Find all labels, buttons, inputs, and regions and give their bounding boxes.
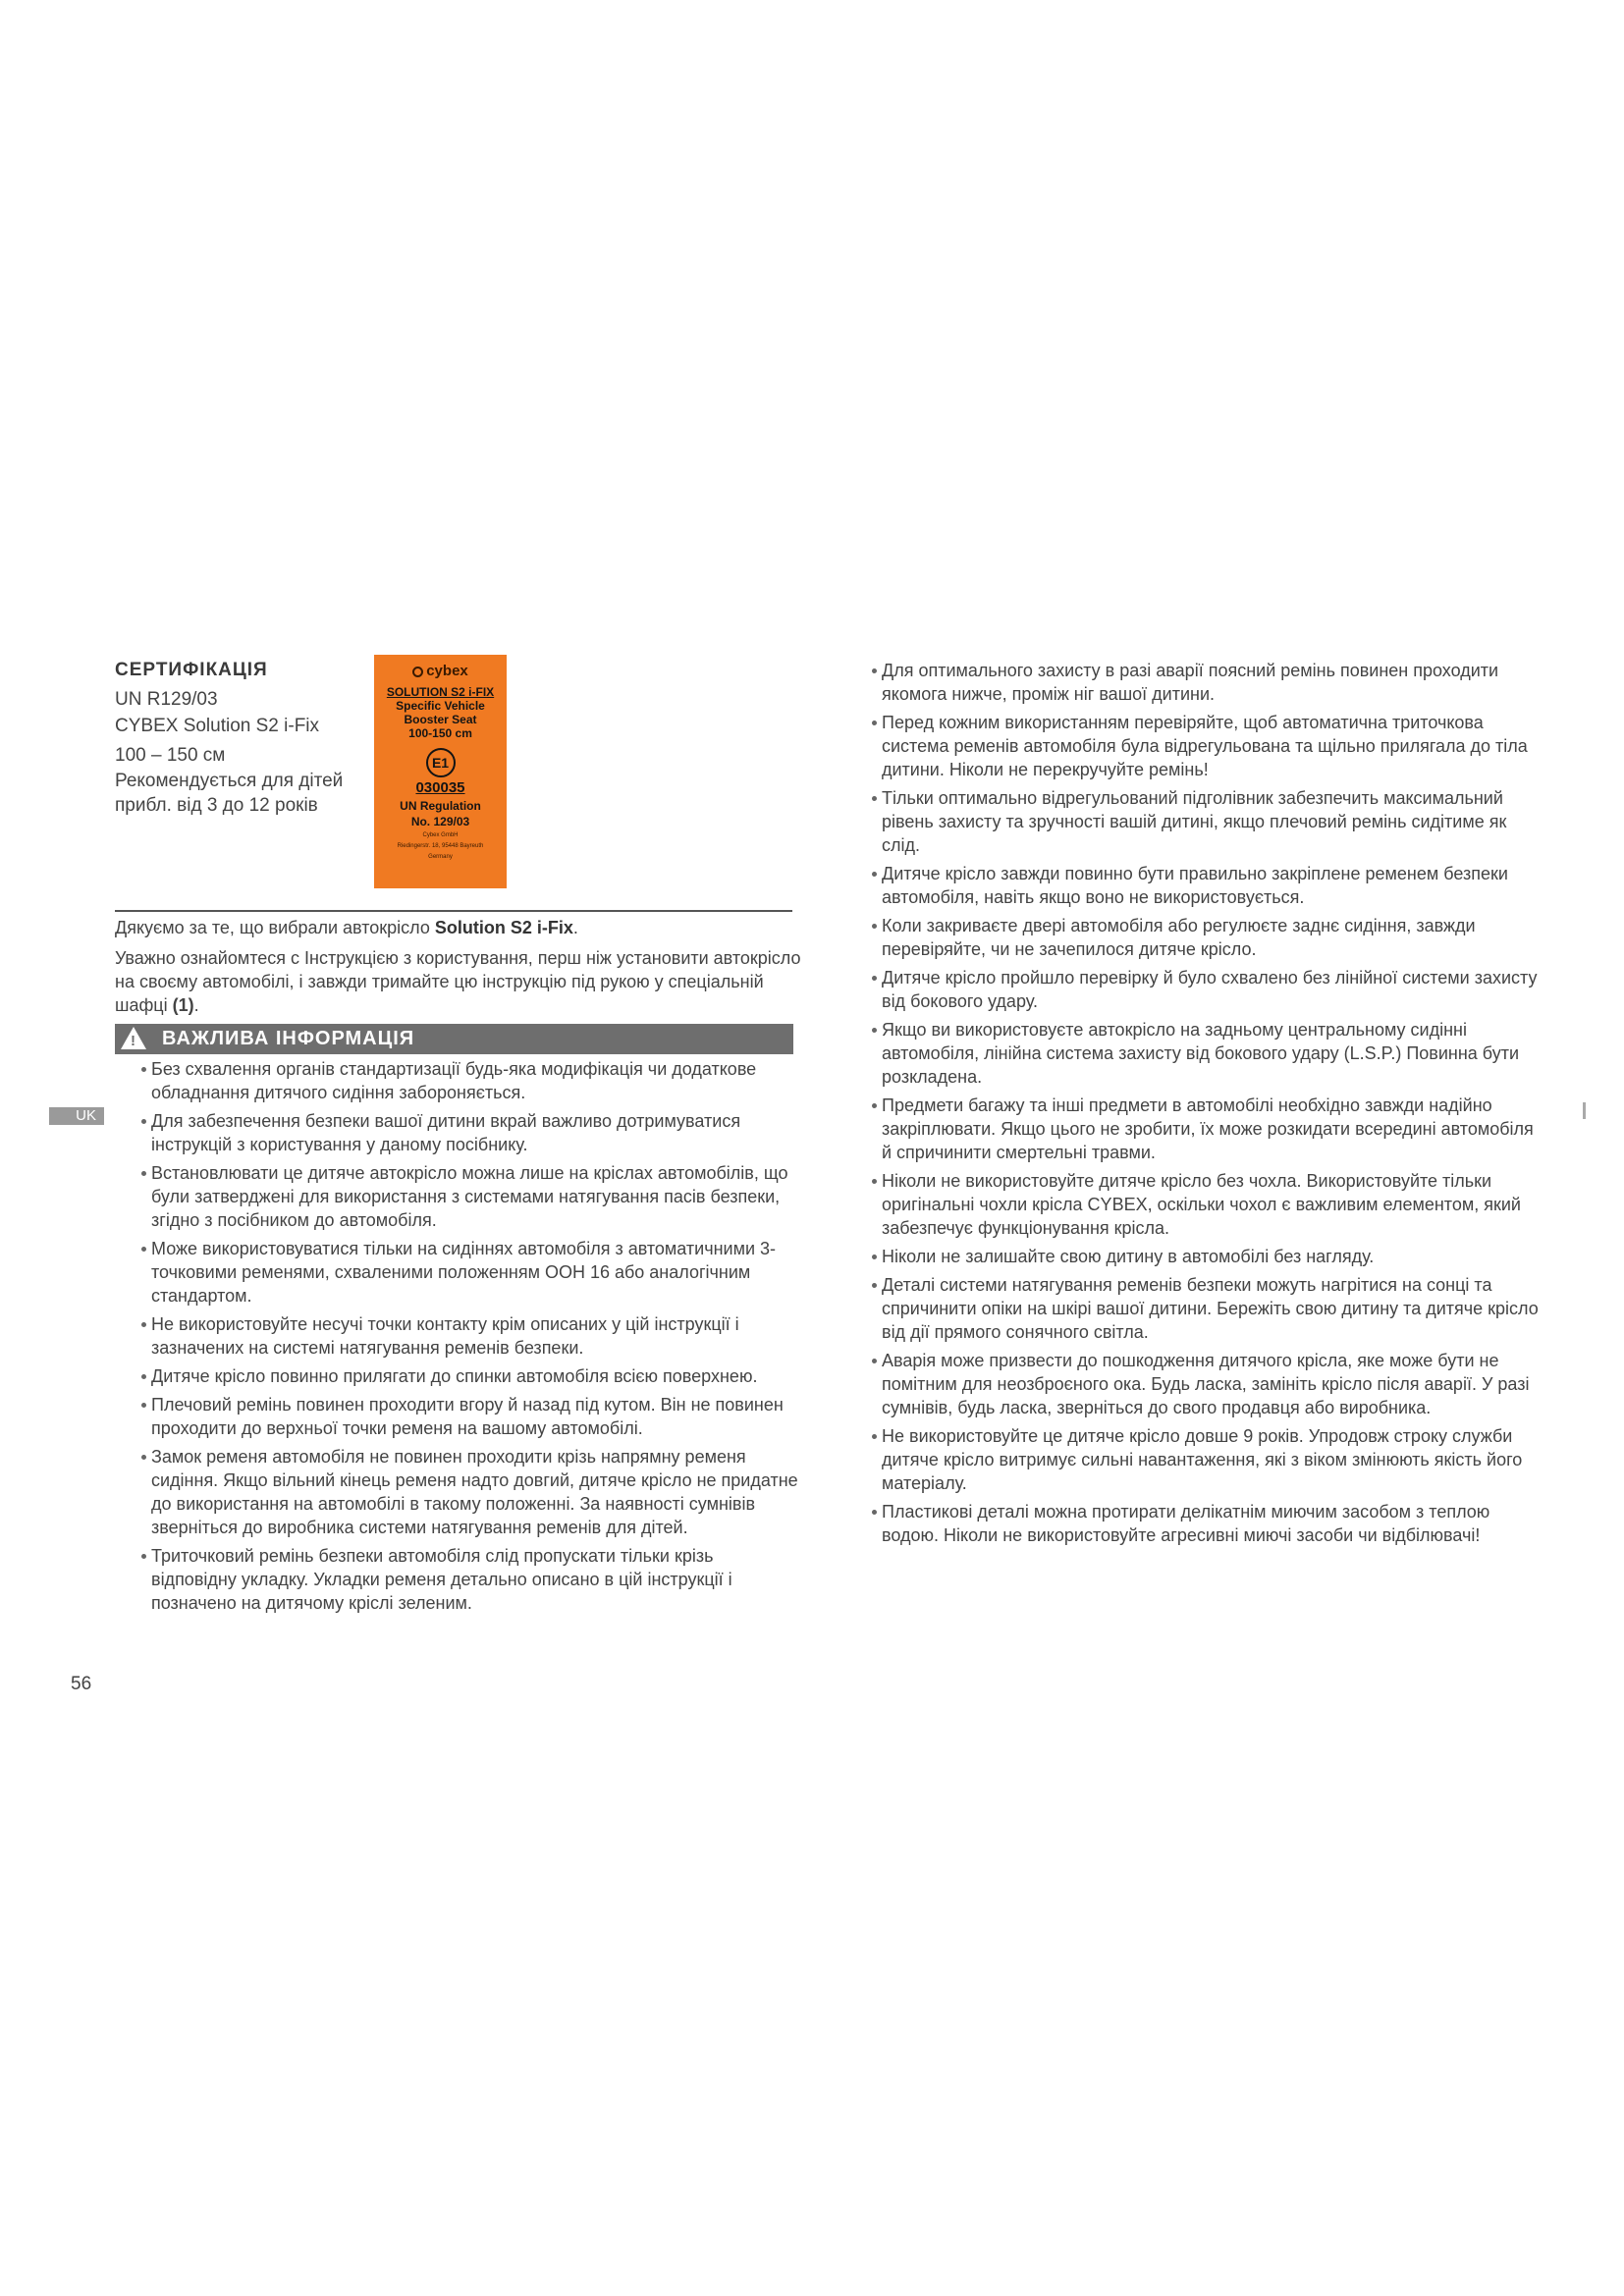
intro-body: Уважно ознайомтеся с Інструкцією з користування, перш ніж установити автокрісло на своєму автомобілі, і завжди тримайте цю інструкцію під рукою у спеціальній шафці	[115, 948, 801, 1015]
label-maker-3: Germany	[428, 854, 453, 860]
list-item: Для оптимального захисту в разі аварії поясний ремінь повинен проходити якомога нижче, проміж ніг вашої дитини.	[872, 659, 1540, 706]
label-regulation-1: UN Regulation	[400, 799, 481, 813]
language-tab: UK	[49, 1107, 104, 1125]
warning-exclamation: !	[131, 1033, 135, 1049]
list-item: Для забезпечення безпеки вашої дитини вкрай важливо дотримуватися інструкцій з користування у даному посібнику.	[141, 1109, 799, 1156]
intro-text	[115, 946, 802, 1017]
list-item: Дитяче крісло пройшло перевірку й було схвалено без лінійної системи захисту від бокового удару.	[872, 966, 1540, 1013]
list-item: Пластикові деталі можна протирати делікатнім миючим засобом з теплою водою. Ніколи не використовуйте агресивні миючі засоби чи відбілювачі!	[872, 1500, 1540, 1547]
label-spec-2: Booster Seat	[404, 713, 477, 726]
list-item: Аварія може призвести до пошкодження дитячого крісла, яке може бути не помітним для неозброєного ока. Будь ласка, замініть крісло після аварії. У разі сумнівів, будь ласка, зверніться до свого продавця або виробника.	[872, 1349, 1540, 1419]
label-approval-number: 030035	[415, 779, 465, 796]
list-item: Ніколи не використовуйте дитяче крісло без чохла. Використовуйте тільки оригінальні чохли крісла CYBEX, оскільки чохол є важливим елементом, який забезпечує функціонування крісла.	[872, 1169, 1540, 1240]
thanks-prefix: Дякуємо за те, що вибрали автокрісло	[115, 918, 435, 937]
list-item: Не використовуйте це дитяче крісло довше 9 років. Упродовж строку служби дитяче крісло витримує сильні навантаження, які з віком змінюють якість його матеріалу.	[872, 1424, 1540, 1495]
list-item: Встановлювати це дитяче автокрісло можна лише на кріслах автомобілів, що були затверджені для використання з системами натягування пасів безпеки, згідно з посібником до автомобіля.	[141, 1161, 799, 1232]
thanks-suffix: .	[572, 918, 578, 937]
list-item: Деталі системи натягування ременів безпеки можуть нагрітися на сонці та спричинити опіки на шкірі вашої дитини. Бережіть свою дитину та дитяче крісло від дії прямого сонячного світла.	[872, 1273, 1540, 1344]
list-item: Не використовуйте несучі точки контакту крім описаних у цій інструкції і зазначених на системі натягування ременів безпеки.	[141, 1312, 799, 1360]
certification-size-range: 100 – 150 см	[115, 745, 226, 766]
certification-standard: UN R129/03	[115, 689, 218, 710]
important-heading: ВАЖЛИВА ІНФОРМАЦІЯ	[115, 1024, 793, 1054]
thanks-product: Solution S2 i-Fix	[434, 918, 573, 937]
intro-ref: (1)	[172, 995, 194, 1015]
list-item: Дитяче крісло повинно прилягати до спинки автомобіля всією поверхнею.	[141, 1364, 799, 1388]
approval-label	[374, 655, 507, 888]
list-item: Ніколи не залишайте свою дитину в автомобілі без нагляду.	[872, 1245, 1540, 1268]
certification-recommendation: Рекомендується для дітей прибл. від 3 до 12 років	[115, 771, 344, 816]
certification-product: CYBEX Solution S2 i-Fix	[115, 716, 320, 736]
label-spec-1: Specific Vehicle	[396, 699, 485, 713]
list-item: Коли закриваєте двері автомобіля або регулюєте заднє сидіння, завжди перевіряйте, чи не зачепилося дитяче крісло.	[872, 914, 1540, 961]
list-item: Плечовий ремінь повинен проходити вгору й назад під кутом. Він не повинен проходити до верхньої точки ременя на вашому автомобілі.	[141, 1393, 799, 1440]
right-margin-marker	[1583, 1102, 1586, 1119]
label-regulation-2: No. 129/03	[410, 815, 470, 828]
thanks-text	[115, 916, 802, 939]
list-item: Предмети багажу та інші предмети в автомобілі необхідно завжди надійно закріплювати. Якщо цього не зробити, їх може розкидати всередині автомобіля й спричинити смертельні травми.	[872, 1094, 1540, 1164]
list-item: Перед кожним використанням перевіряйте, щоб автоматична триточкова система ременів автомобіля була відрегульована та щільно прилягала до тіла дитини. Ніколи не перекручуйте ремінь!	[872, 711, 1540, 781]
left-bullet-list	[141, 1057, 799, 1620]
label-brand	[374, 663, 507, 679]
list-item: Тільки оптимально відрегульований підголівник забезпечить максимальний рівень захисту та зручності вашій дитині, якщо плечовий ремінь сидітиме як слід.	[872, 786, 1540, 857]
list-item: Може використовуватися тільки на сидіннях автомобіля з автоматичними 3-точковими ременями, схваленими положенням ООН 16 або аналогічним стандартом.	[141, 1237, 799, 1308]
list-item: Замок ременя автомобіля не повинен проходити крізь напрямну ременя сидіння. Якщо вільний кінець ременя надто довгий, дитяче крісло не придатне до використання на автомобілі в такому положенні. За наявності сумнівів зверніться до виробника системи натягування ременів для дітей.	[141, 1445, 799, 1539]
list-item: Без схвалення органів стандартизації будь-яка модифікація чи додаткове обладнання дитячого сидіння забороняється.	[141, 1057, 799, 1104]
list-item: Дитяче крісло завжди повинно бути правильно закріплене ременем безпеки автомобіля, навіть якщо воно не використовується.	[872, 862, 1540, 909]
label-model: SOLUTION S2 i-FIX	[386, 685, 495, 699]
label-maker-2: Riedingerstr. 18, 95448 Bayreuth	[397, 843, 484, 849]
e-mark-icon: E1	[426, 748, 456, 777]
right-bullet-list	[872, 659, 1540, 1552]
list-item: Якщо ви використовуєте автокрісло на задньому центральному сидінні автомобіля, лінійна система захисту від бокового удару (L.S.P.) Повинна бути розкладена.	[872, 1018, 1540, 1089]
list-item: Триточковий ремінь безпеки автомобіля слід пропускати тільки крізь відповідну укладку. Укладки ременя детально описано в цій інструкції і позначено на дитячому кріслі зеленим.	[141, 1544, 799, 1615]
page-number: 56	[71, 1674, 92, 1694]
section-divider	[115, 910, 792, 912]
label-brand-text: cybex	[426, 663, 468, 679]
intro-end: .	[193, 995, 199, 1015]
certification-title: СЕРТИФІКАЦІЯ	[115, 660, 268, 680]
label-spec-3: 100-150 cm	[408, 726, 472, 740]
label-maker-1: Cybex GmbH	[422, 832, 459, 838]
cybex-logo-icon	[412, 667, 423, 677]
